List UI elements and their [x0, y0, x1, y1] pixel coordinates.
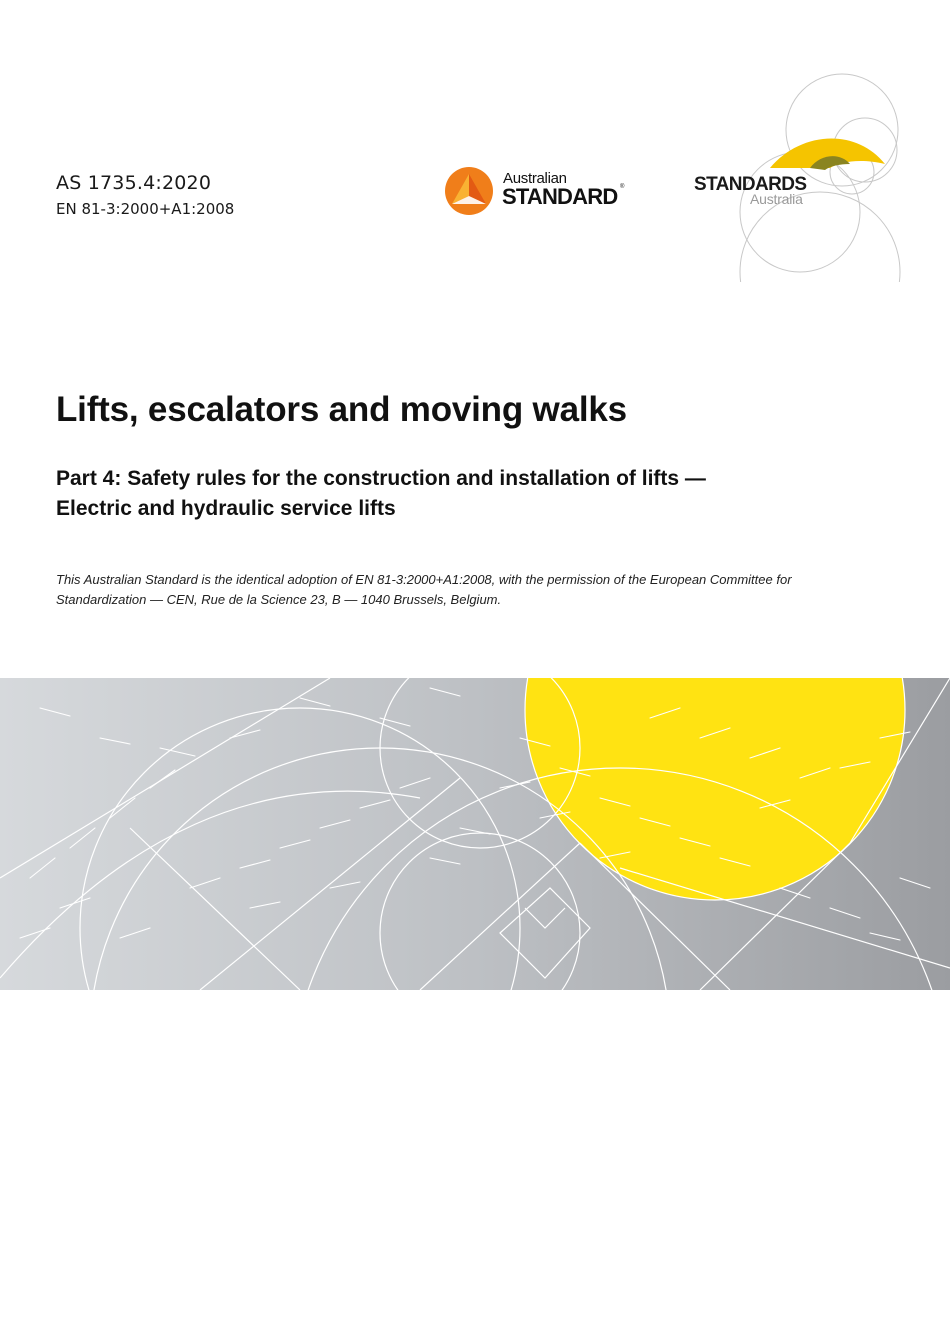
standards-australia-word1: STANDARDS [694, 174, 807, 195]
registered-mark: ® [620, 184, 625, 190]
decorative-geometric-banner [0, 678, 950, 990]
adoption-statement [56, 570, 906, 610]
adoption-line1: This Australian Standard is the identical adoption of EN 81-3:2000+A1:2008, with the permission of the European Committee for [56, 572, 792, 587]
document-part-title [56, 464, 896, 524]
australian-standard-logo [444, 166, 634, 216]
standard-number: AS 1735.4:2020 [56, 172, 212, 194]
part-title-line2: Electric and hydraulic service lifts [56, 497, 396, 520]
australian-standard-line1: Australian [503, 170, 567, 187]
australian-standard-triangle-icon [444, 166, 494, 216]
standards-australia-word2: Australia [750, 191, 803, 207]
australian-standard-line2: STANDARD [502, 184, 618, 209]
equivalent-standard: EN 81-3:2000+A1:2008 [56, 200, 235, 218]
standard-codes [56, 172, 234, 218]
standards-australia-logo [690, 72, 905, 282]
document-title: Lifts, escalators and moving walks [56, 390, 627, 429]
part-title-line1: Part 4: Safety rules for the construction and installation of lifts — [56, 467, 706, 490]
adoption-line2: Standardization — CEN, Rue de la Science 23, B — 1040 Brussels, Belgium. [56, 592, 502, 607]
